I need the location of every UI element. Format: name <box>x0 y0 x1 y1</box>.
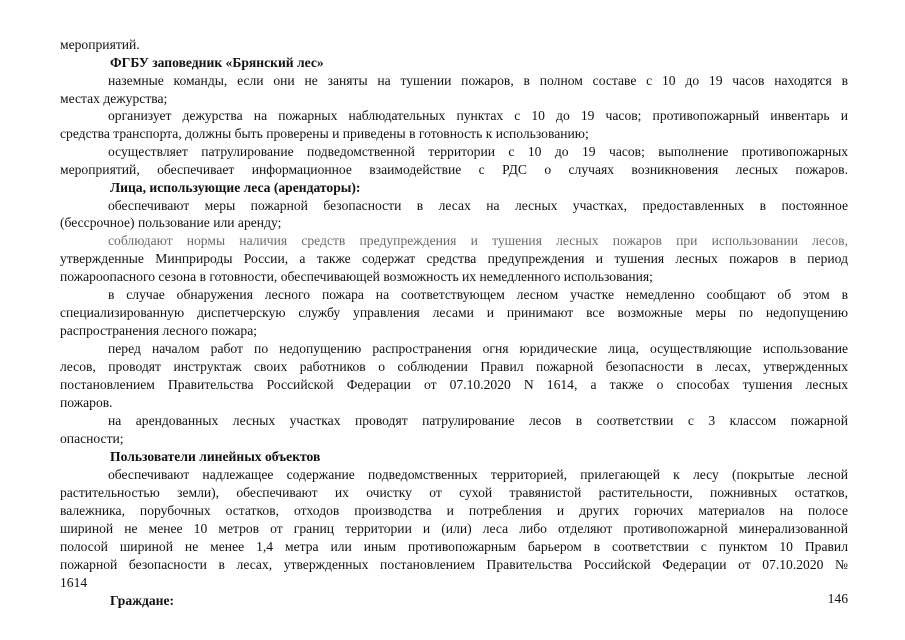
text-line: в случае обнаружения лесного пожара на соответствующем лесном участке немедленно сообщают об этом в <box>108 287 848 302</box>
text-line: специализированную диспетчерскую службу управления лесами и принимают все возможные меры по недопущению <box>60 305 848 320</box>
page-number: 146 <box>827 591 848 606</box>
text-line: осуществляет патрулирование подведомственной территории с 10 до 19 часов; выполнение противопожарных <box>108 144 848 159</box>
text-line: опасности; <box>60 431 124 446</box>
text-line: растительностью земли), обеспечивают их очистку от сухой травянистой растительности, пожнивных остатков, <box>60 485 848 500</box>
section-heading-bryansky-les: ФГБУ заповедник «Брянский лес» <box>110 55 324 70</box>
text-line: (бессрочное) пользование или аренду; <box>60 215 282 230</box>
text-line: средства транспорта, должны быть проверены и приведены в готовность к использованию; <box>60 126 589 141</box>
section-heading-forest-users: Лица, использующие леса (арендаторы): <box>110 180 361 195</box>
section-heading-citizens: Граждане: <box>110 593 175 608</box>
text-line: валежника, порубочных остатков, отходов производства и потребления и других горючих материалов на полосе <box>60 503 848 518</box>
text-line: пожароопасного сезона в готовности, обеспечивающей возможность их немедленного использования; <box>60 269 653 284</box>
text-line: мероприятий. <box>60 37 140 52</box>
text-line: 1614 <box>60 575 88 590</box>
text-line: перед началом работ по недопущению распространения огня юридические лица, осуществляющие использование <box>108 341 848 356</box>
text-line: наземные команды, если они не заняты на тушении пожаров, в полном составе с 10 до 19 часов находятся в <box>108 73 848 88</box>
text-line: обеспечивают надлежащее содержание подведомственных территорией, прилегающей к лесу (покрытые лесной <box>108 467 848 482</box>
text-line: местах дежурства; <box>60 91 168 106</box>
text-line: организует дежурства на пожарных наблюдательных пунктах с 10 до 19 часов; противопожарный инвентарь и <box>108 108 848 123</box>
text-line-faded: соблюдают нормы наличия средств предупреждения и тушения лесных пожаров при использовании лесов, <box>108 233 848 248</box>
text-line: на арендованных лесных участках проводят патрулирование лесов в соответствии с 3 классом пожарной <box>108 413 848 428</box>
text-line: пожаров. <box>60 395 113 410</box>
text-line: шириной не менее 10 метров от границ территории и (или) леса либо отделяют противопожарной минерализованной <box>60 521 848 536</box>
section-heading-linear-objects: Пользователи линейных объектов <box>110 449 321 464</box>
text-line: мероприятий, обеспечивает информационное взаимодействие с РДС о случаях возникновения лесных пожаров. <box>60 162 848 177</box>
text-line: распространения лесного пожара; <box>60 323 258 338</box>
text-line: постановлением Правительства Российской Федерации от 07.10.2020 N 1614, а также о способах тушения лесных <box>60 377 848 392</box>
text-line: пожарной безопасности в лесах, утвержденных постановлением Правительства Российской Федерации от 07.10.2020 № <box>60 557 848 572</box>
text-line: обеспечивают меры пожарной безопасности в лесах на лесных участках, предоставленных в постоянное <box>108 198 848 213</box>
text-line: лесов, проводят инструктаж своих работников о соблюдении Правил пожарной безопасности в лесах, утвержденных <box>60 359 848 374</box>
text-line: полосой шириной не менее 1,4 метра или иным противопожарным барьером в соответствии с пунктом 10 Правил <box>60 539 848 554</box>
text-line: утвержденные Минприроды России, а также содержат средства предупреждения и тушения лесных пожаров в период <box>60 251 848 266</box>
